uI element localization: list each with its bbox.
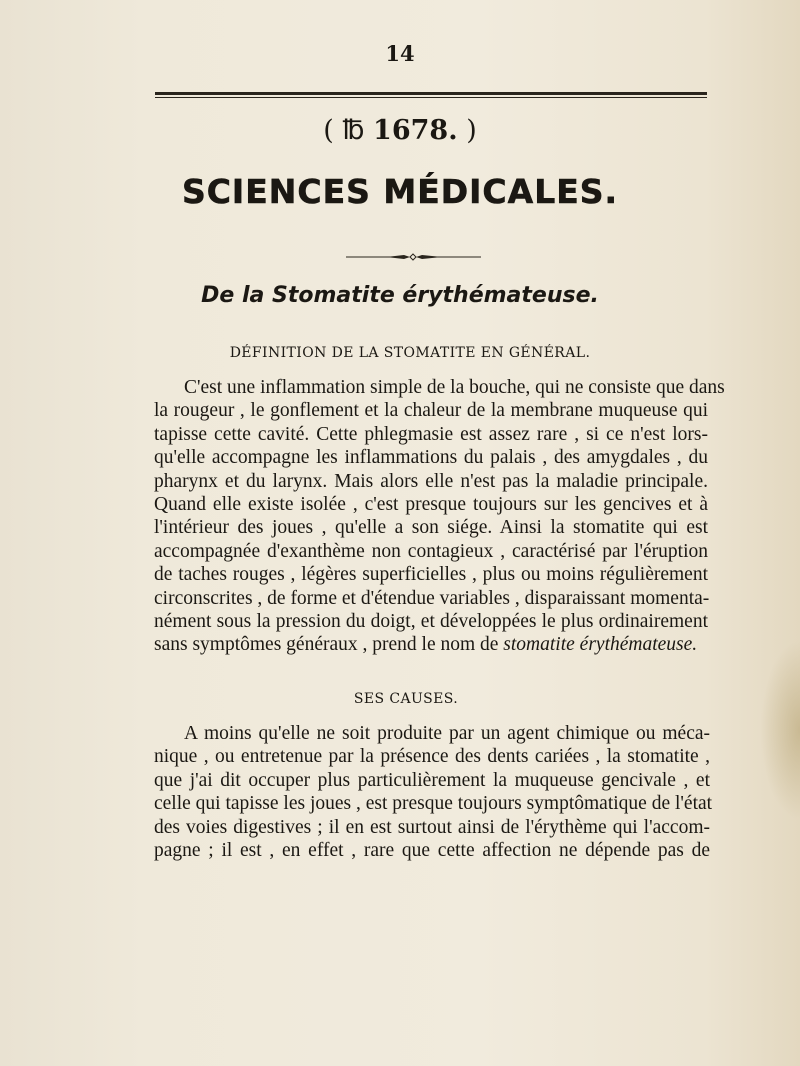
- text-line: sans symptômes généraux , prend le nom de stomatite érythémateuse.: [154, 634, 698, 656]
- entry-number: [0, 114, 800, 148]
- text-line: qu'elle accompagne les inflammations du palais , des amygdales , du: [154, 447, 708, 469]
- entry-number-value: 1678.: [373, 115, 458, 146]
- text-line: accompagnée d'exanthème non contagieux , caractérisé par l'éruption: [154, 540, 708, 562]
- text-line: nique , ou entretenue par la présence des dents cariées , la stomatite ,: [154, 746, 710, 768]
- definition-heading: DÉFINITION DE LA STOMATITE EN GÉNÉRAL.: [229, 345, 591, 361]
- header-rule-thin: [155, 97, 707, 98]
- text-line: celle qui tapisse les joues , est presque toujours symptômatique de l'état: [154, 793, 713, 815]
- entry-number-prefix: ( ℔: [323, 115, 365, 146]
- page-edge-stain: [760, 640, 800, 820]
- text-line: des voies digestives ; il en est surtout ainsi de l'érythème qui l'accom-: [154, 816, 710, 838]
- text-line: pharynx et du larynx. Mais alors elle n'est pas la maladie principale.: [154, 470, 708, 492]
- text-line: que j'ai dit occuper plus particulièrement la muqueuse gencivale , et: [154, 769, 710, 791]
- text-line: A moins qu'elle ne soit produite par un agent chimique ou méca-: [184, 723, 710, 744]
- header-rule-thick: [155, 92, 707, 95]
- page-number: 14: [385, 41, 415, 66]
- section-title: SCIENCES MÉDICALES.: [181, 172, 619, 211]
- causes-paragraph: [154, 722, 713, 862]
- definition-paragraph: [154, 376, 725, 657]
- text-line: l'intérieur des joues , qu'elle a son siége. Ainsi la stomatite qui est: [154, 517, 708, 539]
- text-line: nément sous la pression du doigt, et développées le plus ordinairement: [154, 610, 708, 632]
- text-line: la rougeur , le gonflement et la chaleur de la membrane muqueuse qui: [154, 400, 708, 422]
- text-line: pagne ; il est , en effet , rare que cette affection ne dépende pas de: [154, 839, 710, 861]
- text-line: Quand elle existe isolée , c'est presque toujours sur les gencives et à: [154, 493, 708, 515]
- article-title: De la Stomatite érythémateuse.: [201, 283, 599, 308]
- text-line: C'est une inflammation simple de la bouche, qui ne consiste que dans: [184, 377, 725, 398]
- causes-heading: SES CAUSES.: [353, 691, 459, 707]
- divider-ornament-icon: [346, 252, 481, 262]
- text-line: circonscrites , de forme et d'étendue variables , disparaissant momenta-: [154, 587, 710, 609]
- term-italic: stomatite érythémateuse.: [503, 634, 698, 656]
- text-line: tapisse cette cavité. Cette phlegmasie est assez rare , si ce n'est lors-: [154, 423, 708, 445]
- text-line: de taches rouges , légères superficielles , plus ou moins régulièrement: [154, 564, 708, 586]
- entry-number-suffix: ): [466, 115, 477, 146]
